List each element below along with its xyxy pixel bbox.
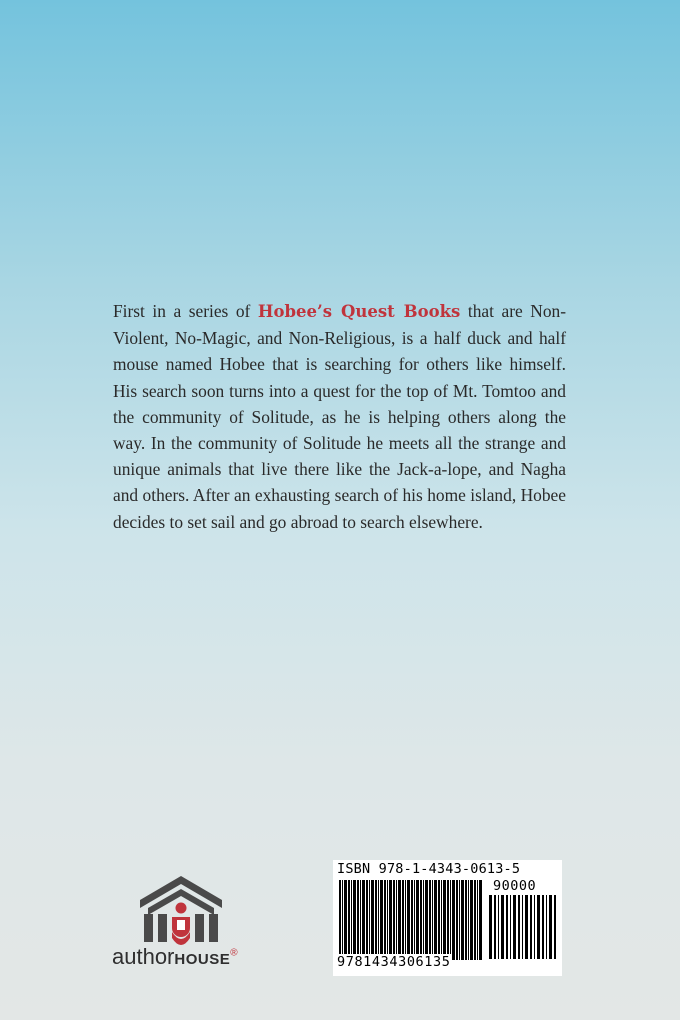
barcode-bar: [501, 895, 504, 959]
barcode-bar: [474, 880, 476, 960]
barcode-bar: [366, 880, 368, 960]
logo-column: [158, 914, 167, 942]
barcode-bar: [339, 880, 341, 960]
barcode-bar: [411, 880, 413, 960]
barcode-main-bars: [339, 880, 484, 960]
barcode-bar: [459, 880, 460, 960]
barcode-bar: [452, 880, 455, 960]
publisher-name: [112, 944, 238, 970]
barcode-bar: [378, 880, 379, 960]
barcode-addon-bars: [489, 895, 557, 959]
barcode-bar: [479, 880, 482, 960]
barcode-bar: [522, 895, 523, 959]
barcode-bar: [402, 880, 404, 960]
logo-column: [209, 914, 218, 942]
barcode-bar: [387, 880, 388, 960]
barcode-bar: [348, 880, 350, 960]
barcode-bar: [494, 895, 496, 959]
barcode-bar: [357, 880, 359, 960]
barcode-bar: [416, 880, 419, 960]
barcode-digits: 9781434306135: [337, 954, 451, 970]
barcode-bar: [554, 895, 556, 959]
barcode-bar: [344, 880, 347, 960]
barcode-bar: [353, 880, 356, 960]
barcode-bar: [425, 880, 428, 960]
price-code: 90000: [493, 878, 537, 894]
barcode-bar: [530, 895, 532, 959]
barcode-bar: [420, 880, 422, 960]
barcode-bar: [537, 895, 540, 959]
barcode-bar: [438, 880, 440, 960]
barcode-bar: [450, 880, 451, 960]
barcode-bar: [360, 880, 361, 960]
barcode-bar: [542, 895, 544, 959]
barcode-bar: [518, 895, 520, 959]
series-name: Hobee’s Quest Books: [257, 302, 461, 321]
barcode-bar: [470, 880, 473, 960]
barcode-bar: [506, 895, 508, 959]
back-cover-blurb: [113, 298, 566, 535]
barcode-bar: [396, 880, 397, 960]
barcode-bar: [534, 895, 535, 959]
barcode-bar: [371, 880, 374, 960]
logo-column: [144, 914, 153, 942]
barcode-bar: [546, 895, 547, 959]
publisher-name-house: HOUSE: [174, 951, 231, 968]
blurb-intro: First in a series of: [113, 301, 258, 321]
barcode-bar: [393, 880, 395, 960]
barcode-bar: [477, 880, 478, 960]
barcode-bar: [468, 880, 469, 960]
barcode-bar: [513, 895, 516, 959]
barcode-bar: [447, 880, 449, 960]
barcode-bar: [429, 880, 431, 960]
barcode-bar: [510, 895, 511, 959]
barcode-bar: [489, 895, 492, 959]
barcode-bar: [389, 880, 392, 960]
publisher-name-author: author: [112, 944, 175, 969]
barcode-bar: [380, 880, 383, 960]
logo-column: [195, 914, 204, 942]
barcode-bar: [375, 880, 377, 960]
logo-figure-gap: [177, 920, 185, 930]
barcode-bar: [498, 895, 499, 959]
barcode-bar: [362, 880, 365, 960]
barcode-bar: [441, 880, 442, 960]
barcode-bar: [465, 880, 467, 960]
barcode-bar: [461, 880, 464, 960]
logo-figure-head: [176, 903, 187, 914]
barcode-bar: [351, 880, 352, 960]
barcode-bar: [405, 880, 406, 960]
barcode-bar: [434, 880, 437, 960]
isbn-label: ISBN 978-1-4343-0613-5: [337, 861, 521, 877]
barcode-bar: [432, 880, 433, 960]
registered-mark: ®: [230, 947, 238, 959]
barcode-bar: [456, 880, 458, 960]
blurb-body: that are Non-Violent, No-Magic, and Non-Religious, is a half duck and half mouse named Hobee that is searching for others like himself. His search soon turns into a quest for the top of Mt. Tomtoo and the community of Solitude, as he is helping others along the way. In the community of Solitude he meets all the strange and unique animals that live there like the Jack-a-lope, and Nagha and others. After an exhausting search of his home island, Hobee decides to set sail and go abroad to search elsewhere.: [113, 301, 566, 532]
barcode-bar: [443, 880, 446, 960]
barcode-bar: [549, 895, 552, 959]
barcode-bar: [342, 880, 343, 960]
barcode-bar: [423, 880, 424, 960]
barcode-bar: [369, 880, 370, 960]
barcode-bar: [384, 880, 386, 960]
isbn-barcode: [333, 860, 562, 976]
barcode-bar: [398, 880, 401, 960]
barcode-bar: [407, 880, 410, 960]
barcode-bar: [525, 895, 528, 959]
barcode-bar: [414, 880, 415, 960]
